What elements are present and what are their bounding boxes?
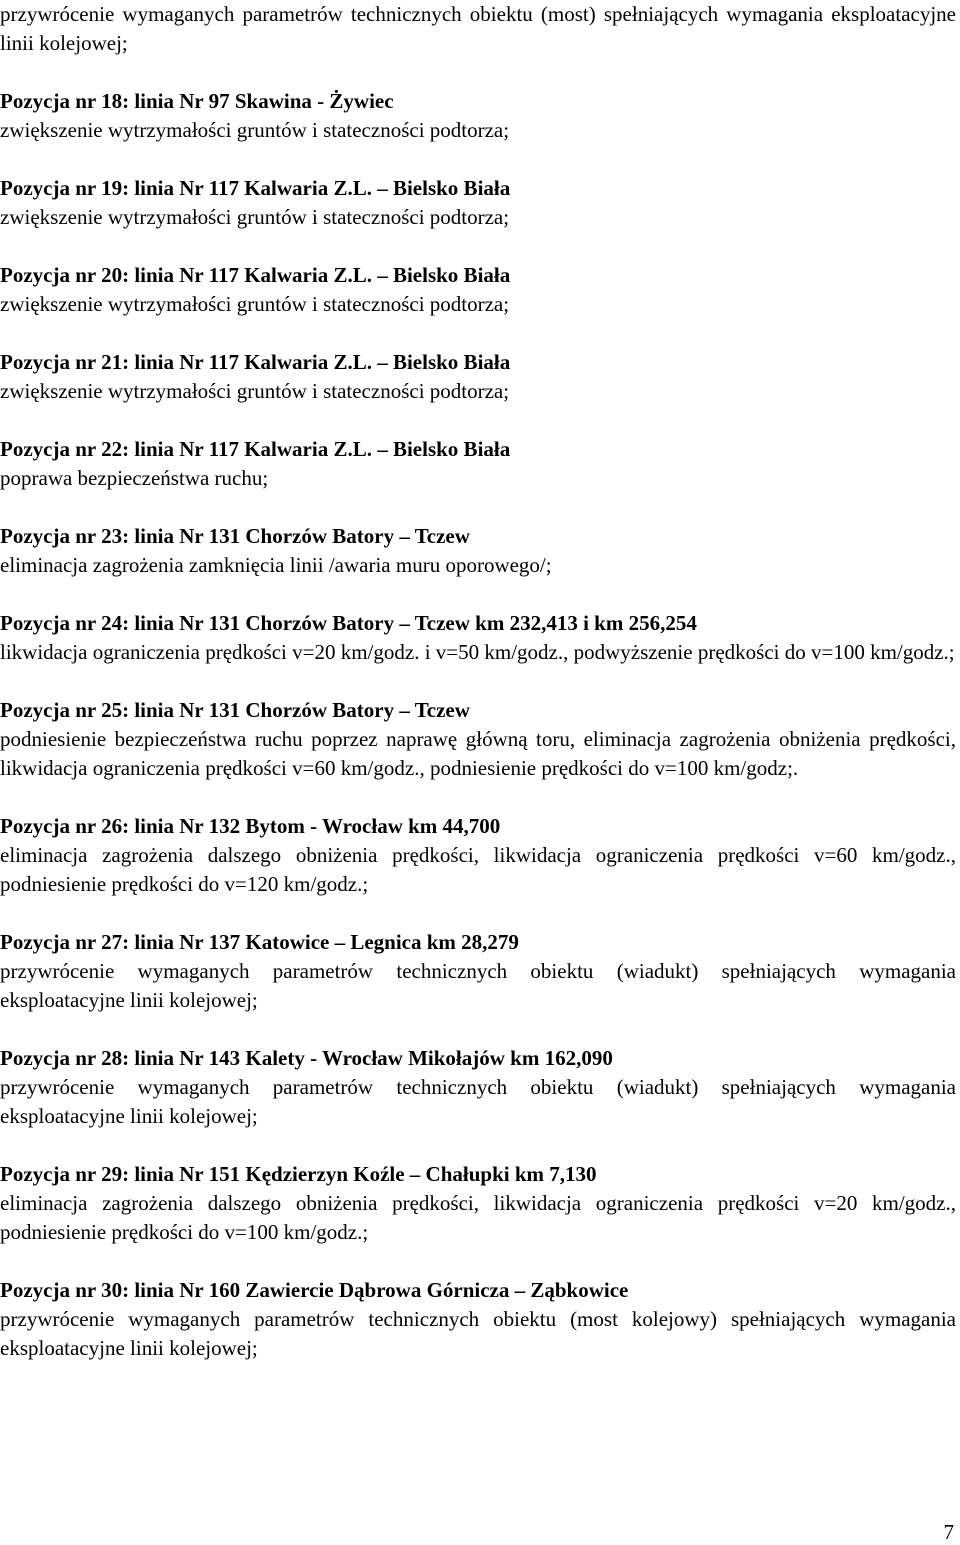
entry-heading: Pozycja nr 30: linia Nr 160 Zawiercie Dąbrowa Górnicza – Ząbkowice (0, 1278, 629, 1302)
entry-body: eliminacja zagrożenia zamknięcia linii /awaria muru oporowego/; (0, 553, 552, 577)
entry-27 (0, 928, 956, 1015)
entry-body: przywrócenie wymaganych parametrów technicznych obiektu (most kolejowy) spełniających wymagania eksploatacyjne linii kolejowej; (0, 1307, 956, 1360)
entry-body: eliminacja zagrożenia dalszego obniżenia prędkości, likwidacja ograniczenia prędkości v=60 km/godz., podniesienie prędkości do v=120 km/godz.; (0, 843, 956, 896)
entry-29 (0, 1160, 956, 1247)
entry-heading: Pozycja nr 21: linia Nr 117 Kalwaria Z.L. – Bielsko Biała (0, 350, 511, 374)
entry-heading: Pozycja nr 19: linia Nr 117 Kalwaria Z.L. – Bielsko Biała (0, 176, 511, 200)
entry-body: zwiększenie wytrzymałości gruntów i stateczności podtorza; (0, 379, 510, 403)
entry-30 (0, 1276, 956, 1363)
entry-20 (0, 261, 956, 319)
entry-body: eliminacja zagrożenia dalszego obniżenia prędkości, likwidacja ograniczenia prędkości v=20 km/godz., podniesienie prędkości do v=100 km/godz.; (0, 1191, 956, 1244)
entry-body: likwidacja ograniczenia prędkości v=20 km/godz. i v=50 km/godz., podwyższenie prędkości do v=100 km/godz.; (0, 640, 955, 664)
entry-23 (0, 522, 956, 580)
entry-heading: Pozycja nr 22: linia Nr 117 Kalwaria Z.L. – Bielsko Biała (0, 437, 511, 461)
entry-18 (0, 87, 956, 145)
entry-26 (0, 812, 956, 899)
intro-paragraph: przywrócenie wymaganych parametrów technicznych obiektu (most) spełniających wymagania eksploatacyjne linii kolejowej; (0, 2, 956, 55)
page-number: 7 (943, 1520, 954, 1544)
entry-body: przywrócenie wymaganych parametrów technicznych obiektu (wiadukt) spełniających wymagania eksploatacyjne linii kolejowej; (0, 1075, 956, 1128)
entry-heading: Pozycja nr 29: linia Nr 151 Kędzierzyn Koźle – Chałupki km 7,130 (0, 1162, 597, 1186)
entry-body: podniesienie bezpieczeństwa ruchu poprzez naprawę główną toru, eliminacja zagrożenia obniżenia prędkości, likwidacja ograniczenia prędkości v=60 km/godz., podniesienie prędkości do v=100 km/godz;. (0, 727, 956, 780)
entry-heading: Pozycja nr 25: linia Nr 131 Chorzów Batory – Tczew (0, 698, 470, 722)
entry-heading: Pozycja nr 26: linia Nr 132 Bytom - Wrocław km 44,700 (0, 814, 501, 838)
entry-19 (0, 174, 956, 232)
entry-body: przywrócenie wymaganych parametrów technicznych obiektu (wiadukt) spełniających wymagania eksploatacyjne linii kolejowej; (0, 959, 956, 1012)
entry-body: poprawa bezpieczeństwa ruchu; (0, 466, 269, 490)
entry-body: zwiększenie wytrzymałości gruntów i stateczności podtorza; (0, 292, 510, 316)
entry-heading: Pozycja nr 24: linia Nr 131 Chorzów Batory – Tczew km 232,413 i km 256,254 (0, 611, 697, 635)
entry-28 (0, 1044, 956, 1131)
entry-24 (0, 609, 956, 667)
entry-heading: Pozycja nr 18: linia Nr 97 Skawina - Żywiec (0, 89, 394, 113)
entry-heading: Pozycja nr 28: linia Nr 143 Kalety - Wrocław Mikołajów km 162,090 (0, 1046, 613, 1070)
entry-22 (0, 435, 956, 493)
entry-heading: Pozycja nr 27: linia Nr 137 Katowice – Legnica km 28,279 (0, 930, 519, 954)
entry-21 (0, 348, 956, 406)
entry-body: zwiększenie wytrzymałości gruntów i stateczności podtorza; (0, 205, 510, 229)
entry-body: zwiększenie wytrzymałości gruntów i stateczności podtorza; (0, 118, 510, 142)
entry-heading: Pozycja nr 23: linia Nr 131 Chorzów Batory – Tczew (0, 524, 470, 548)
entry-heading: Pozycja nr 20: linia Nr 117 Kalwaria Z.L. – Bielsko Biała (0, 263, 511, 287)
entry-25 (0, 696, 956, 783)
